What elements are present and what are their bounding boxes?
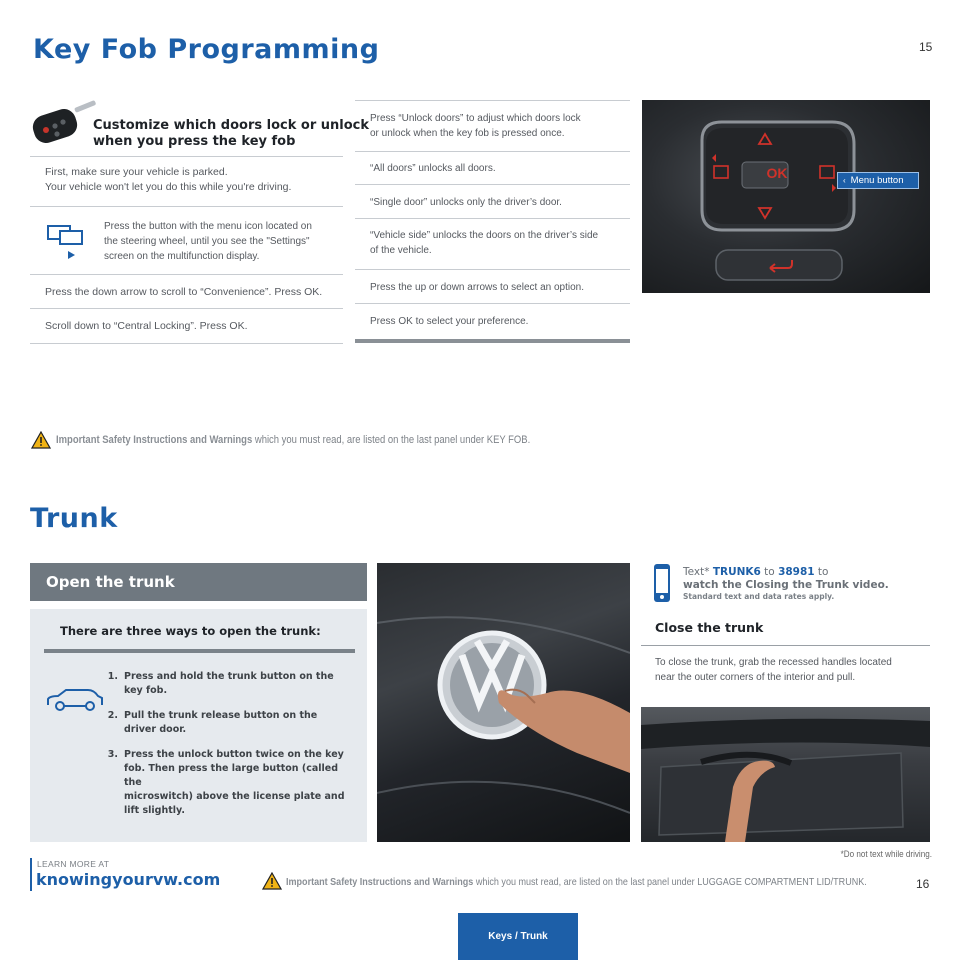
step-text: Press the unlock button twice on the key bbox=[124, 749, 344, 760]
unlock-doors-line1: Press “Unlock doors” to adjust which doors lock bbox=[370, 113, 581, 124]
customize-heading-line2: when you press the key fob bbox=[93, 134, 296, 149]
text-video-line1 bbox=[683, 566, 889, 579]
all-doors-text: “All doors” unlocks all doors. bbox=[370, 163, 496, 174]
phone-icon bbox=[653, 563, 671, 603]
menu-button-callout bbox=[837, 172, 919, 189]
list-item bbox=[104, 670, 359, 698]
step-text: fob. Then press the large button (called the bbox=[124, 763, 339, 788]
vehicle-side-line1: “Vehicle side” unlocks the doors on the driver’s side bbox=[370, 230, 599, 241]
keyfob-warning bbox=[56, 434, 530, 446]
close-trunk-line1: To close the trunk, grab the recessed handles located bbox=[655, 657, 892, 668]
car-icon bbox=[44, 685, 106, 715]
open-trunk-header: Open the trunk bbox=[30, 563, 367, 601]
trunk-warning-bold: Important Safety Instructions and Warnings bbox=[286, 876, 474, 888]
warning-icon bbox=[262, 872, 282, 890]
unlock-doors-line2: or unlock when the key fob is pressed once. bbox=[370, 128, 565, 139]
trunk-warning bbox=[286, 876, 867, 888]
text-footnote: *Do not text while driving. bbox=[840, 849, 932, 859]
page-number-top: 15 bbox=[919, 40, 933, 54]
step-text: Pull the trunk release button on the bbox=[124, 710, 318, 721]
divider bbox=[641, 645, 930, 646]
close-trunk-line2: near the outer corners of the interior and pull. bbox=[655, 672, 856, 683]
three-ways-heading: There are three ways to open the trunk: bbox=[60, 624, 321, 638]
step-text: driver door. bbox=[124, 724, 187, 735]
list-item bbox=[104, 709, 359, 737]
divider bbox=[355, 218, 630, 219]
step-text: Press and hold the trunk button on the bbox=[124, 671, 334, 682]
warning-icon bbox=[31, 431, 51, 449]
trunk-title: Trunk bbox=[30, 503, 118, 534]
footer-accent-bar bbox=[30, 858, 32, 891]
page-title: Key Fob Programming bbox=[33, 34, 380, 65]
keyfob-warning-bold: Important Safety Instructions and Warnings bbox=[56, 434, 253, 446]
step-number: 2. bbox=[107, 710, 118, 721]
step-text: microswitch) above the license plate and bbox=[124, 791, 345, 802]
step-text: lift slightly. bbox=[124, 805, 185, 816]
divider bbox=[355, 100, 630, 101]
step-number: 3. bbox=[107, 749, 118, 760]
divider bbox=[30, 343, 343, 344]
menu-step-line3: screen on the multifunction display. bbox=[104, 251, 260, 262]
key-fob-icon bbox=[30, 100, 98, 146]
menu-icon bbox=[46, 220, 86, 260]
divider bbox=[355, 303, 630, 304]
single-door-text: “Single door” unlocks only the driver’s door. bbox=[370, 197, 562, 208]
learn-more-label: LEARN MORE AT bbox=[37, 859, 110, 869]
text-code: TRUNK6 bbox=[712, 566, 761, 578]
divider bbox=[30, 308, 343, 309]
close-trunk-heading: Close the trunk bbox=[655, 620, 764, 635]
central-locking-step: Scroll down to “Central Locking”. Press OK. bbox=[45, 320, 248, 332]
text-prefix: Text* bbox=[683, 566, 713, 578]
text-to: to bbox=[760, 566, 779, 578]
divider-thick bbox=[44, 649, 355, 653]
text-number: 38981 bbox=[778, 566, 815, 578]
divider bbox=[30, 156, 343, 157]
divider-thick bbox=[355, 339, 630, 343]
intro-line1: First, make sure your vehicle is parked. bbox=[45, 166, 228, 178]
menu-step-line1: Press the button with the menu icon located on bbox=[104, 221, 312, 232]
step-text: key fob. bbox=[124, 685, 168, 696]
section-tab-keys-trunk[interactable]: Keys / Trunk bbox=[458, 913, 578, 960]
menu-step-line2: the steering wheel, until you see the "Settings" bbox=[104, 236, 310, 247]
vw-badge-photo bbox=[377, 563, 630, 842]
website-link[interactable]: knowingyourvw.com bbox=[36, 870, 221, 889]
list-item bbox=[104, 748, 359, 818]
keyfob-warning-text: which you must read, are listed on the last panel under KEY FOB. bbox=[252, 434, 531, 446]
close-trunk-photo bbox=[641, 707, 930, 842]
arrows-text: Press the up or down arrows to select an option. bbox=[370, 282, 585, 293]
customize-heading-line1: Customize which doors lock or unlock bbox=[93, 118, 370, 133]
menu-button-callout-label: Menu button bbox=[850, 175, 904, 186]
ok-button-label: OK bbox=[766, 165, 788, 181]
divider bbox=[355, 269, 630, 270]
divider bbox=[30, 274, 343, 275]
trunk-warning-text: which you must read, are listed on the last panel under LUGGAGE COMPARTMENT LID/TRUNK. bbox=[473, 876, 867, 888]
text-suffix: to bbox=[814, 566, 829, 578]
text-rates: Standard text and data rates apply. bbox=[683, 592, 835, 601]
divider bbox=[355, 151, 630, 152]
step-number: 1. bbox=[107, 671, 118, 682]
steering-wheel-photo bbox=[642, 100, 930, 293]
chevron-left-icon: ‹ bbox=[843, 176, 846, 185]
text-video-line2: watch the Closing the Trunk video. bbox=[683, 579, 889, 591]
trunk-steps bbox=[104, 670, 359, 829]
page-number-bottom: 16 bbox=[916, 877, 930, 891]
convenience-step: Press the down arrow to scroll to “Convenience”. Press OK. bbox=[45, 286, 323, 298]
ok-text: Press OK to select your preference. bbox=[370, 316, 529, 327]
divider bbox=[30, 206, 343, 207]
intro-line2: Your vehicle won't let you do this while you're driving. bbox=[45, 181, 292, 193]
text-video-info bbox=[683, 566, 889, 602]
divider bbox=[355, 184, 630, 185]
vehicle-side-line2: of the vehicle. bbox=[370, 245, 432, 256]
